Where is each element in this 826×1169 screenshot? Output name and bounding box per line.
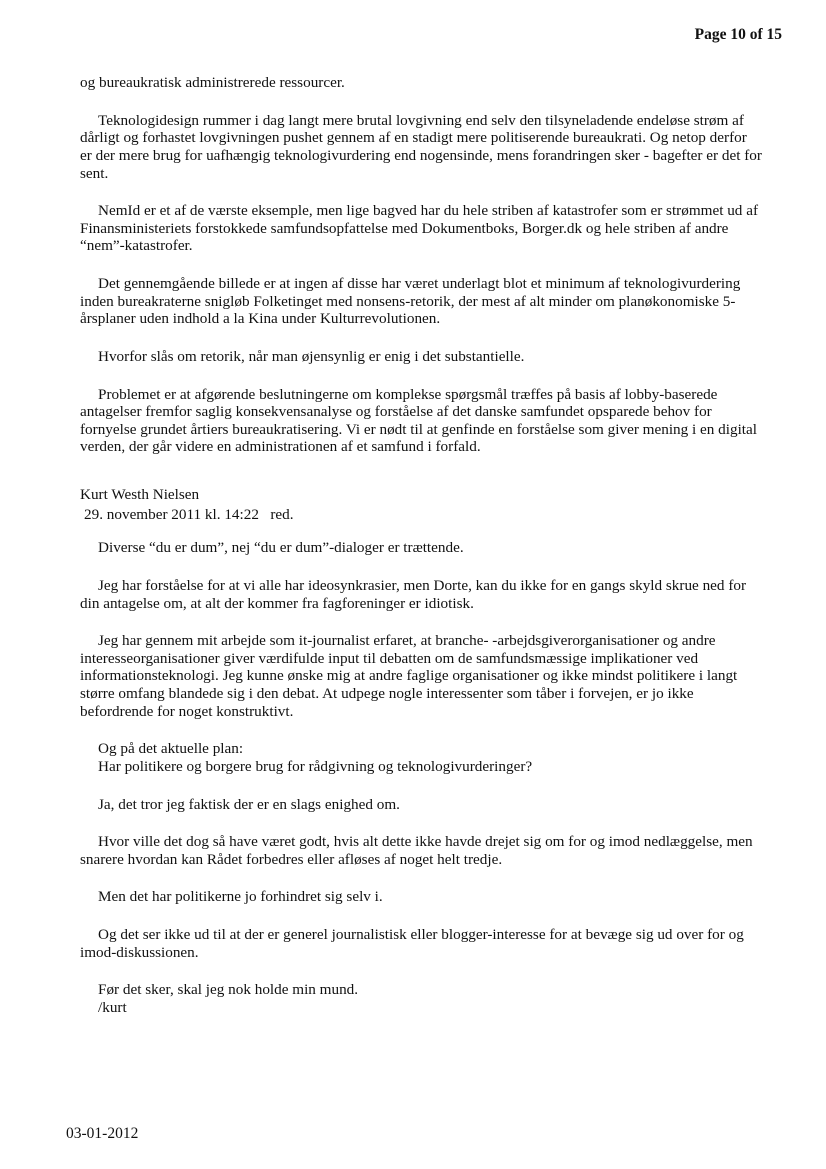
- paragraph: Teknologidesign rummer i dag langt mere brutal lovgivning end selv den tilsyneladende endeløse strøm af dårligt og forhastet lovgivningen pushet gennem af en stadigt mere politiserende bureaukrati. Og netop derfor er der mere brug for uafhængig teknologivurdering end nogensinde, mens forandringen sker - bagefter er det for sent.: [80, 111, 762, 182]
- question-line: Har politikere og borgere brug for rådgivning og teknologivurderinger?: [98, 757, 533, 775]
- plan-line: Og på det aktuelle plan:: [98, 740, 244, 758]
- paragraph: Problemet er at afgørende beslutningerne om komplekse spørgsmål træffes på basis af lobby-baserede antagelser fremfor saglig konsekvensanalyse og forståelse af det danske samfundet opsparede behov for fornyelse grundet årtiers bureaukratisering. Vi er nødt til at genfinde en forståelse som giver mening i en digital verden, der går videre en administrationen af et samfund i forfald.: [80, 385, 757, 456]
- comment-paragraph: Diverse “du er dum”, nej “du er dum”-dialoger er trættende.: [98, 539, 464, 557]
- comment-paragraph: Men det har politikerne jo forhindret sig selv i.: [98, 888, 383, 906]
- comment-closing: [80, 981, 762, 1016]
- comment-date: 29. november 2011 kl. 14:22: [84, 505, 259, 523]
- comment-paragraph: Jeg har gennem mit arbejde som it-journalist erfaret, at branche- -arbejdsgiverorganisationer og andre interesseorganisationer giver værdifulde input til debatten om de samfundsmæssige implikationer ved informationsteknologi. Jeg kunne ønske mig at andre faglige organisationer og ikke mindst politikere i langt større omfang blandede sig i den debat. At udpege nogle interessenter som tåber i forvejen, er jo ikke befordrende for noget konstruktivt.: [80, 632, 738, 720]
- comment-author: Kurt Westh Nielsen: [80, 486, 200, 503]
- comment-question: [80, 740, 762, 775]
- document-body: [80, 74, 762, 1037]
- comment-paragraph: Hvor ville det dog så have været godt, hvis alt dette ikke havde drejet sig om for og imod nedlæggelse, men snarere hvordan kan Rådet forbedres eller afløses af noget helt tredje.: [80, 833, 753, 868]
- paragraph: Hvorfor slås om retorik, når man øjensynlig er enig i det substantielle.: [98, 347, 525, 365]
- closing-line: Før det sker, skal jeg nok holde min mund.: [98, 981, 359, 999]
- comment-paragraph: Ja, det tror jeg faktisk der er en slags enighed om.: [98, 795, 400, 813]
- comment-header: [80, 486, 762, 523]
- footer-date: 03-01-2012: [66, 1125, 139, 1142]
- comment-paragraph: Jeg har forståelse for at vi alle har ideosynkrasier, men Dorte, kan du ikke for en gangs skyld skrue ned for din antagelse om, at alt der kommer fra fagforeninger er idiotisk.: [80, 576, 747, 612]
- signature: /kurt: [98, 998, 127, 1016]
- comment-meta: [80, 506, 762, 524]
- paragraph: NemId er et af de værste eksemple, men lige bagved har du hele striben af katastrofer som er strømmet ud af Finansministeriets forstokkede samfundsopfattelse med Dokumentboks, Borger.dk og hele striben af andre “nem”-katastrofer.: [80, 202, 758, 255]
- comment-paragraph: Og det ser ikke ud til at der er generel journalistisk eller blogger-interesse for at bevæge sig ud over for og imod-diskussionen.: [80, 926, 744, 961]
- paragraph: Det gennemgående billede er at ingen af disse har været underlagt blot et minimum af teknologivurdering inden bureakraterne snigløb Folketinget med nonsens-retorik, der mest af alt minder om planøkonomiske 5-årsplaner uden indhold a la Kina under Kulturrevolutionen.: [80, 275, 741, 328]
- page-number: Page 10 of 15: [694, 26, 782, 43]
- comment-edit-label: red.: [270, 505, 294, 523]
- paragraph: og bureaukratisk administrerede ressourcer.: [80, 74, 345, 91]
